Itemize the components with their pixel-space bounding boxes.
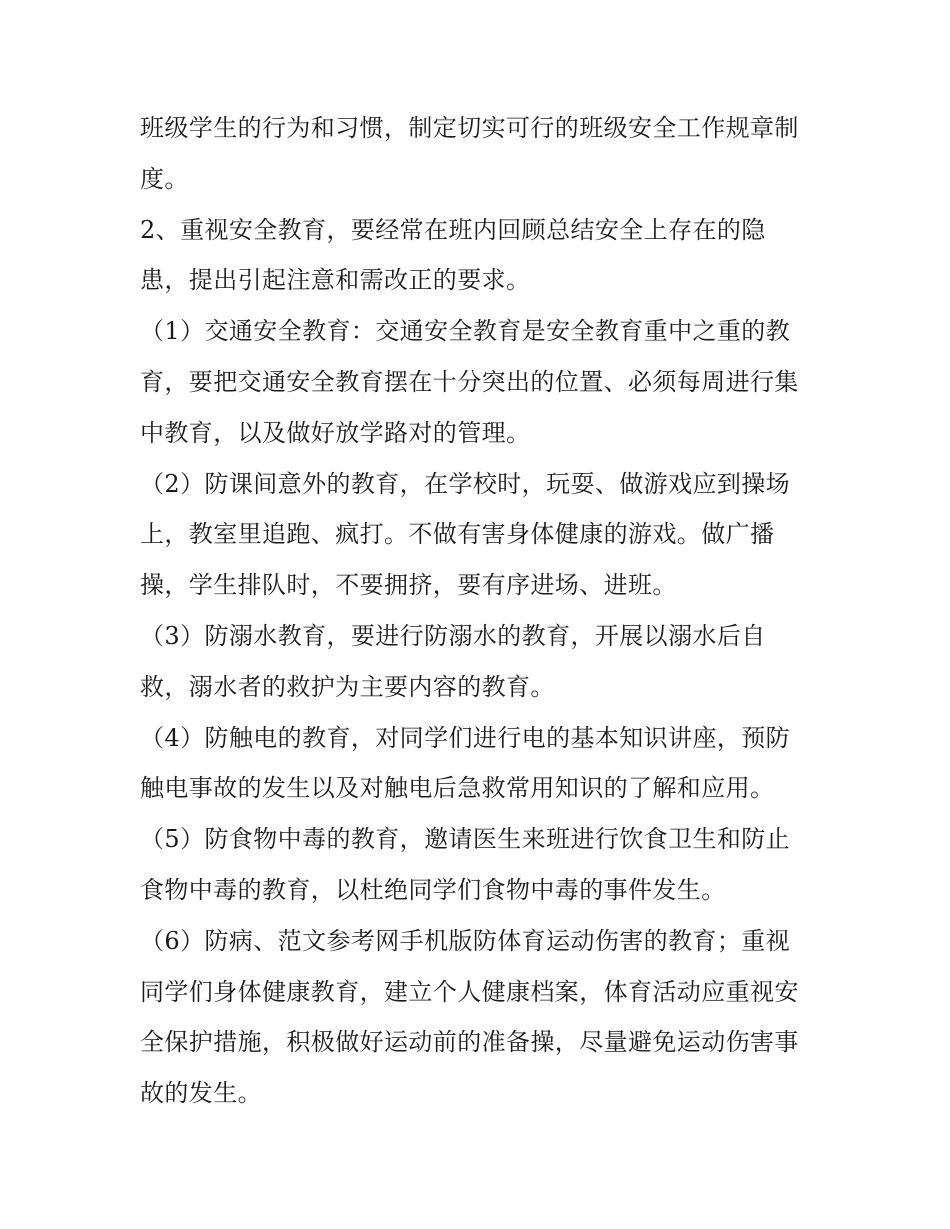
text-line: （6）防病、范文参考网手机版防体育运动伤害的教育；重视 [140,926,791,955]
text-line: 班级学生的行为和习惯，制定切实可行的班级安全工作规章制 [140,114,799,142]
text-line: 同学们身体健康教育，建立个人健康档案，体育活动应重视安 [140,977,799,1006]
text-line: （5）防食物中毒的教育，邀请医生来班进行饮食卫生和防止 [140,825,791,854]
text-line: 度。 [140,164,189,193]
text-line: 中教育，以及做好放学路对的管理。 [140,418,531,447]
text-line: 全保护措施，积极做好运动前的准备操，尽量避免运动伤害事 [140,1028,799,1057]
text-line: 故的发生。 [140,1079,262,1108]
document-body [140,103,830,1119]
text-line: 救，溺水者的救护为主要内容的教育。 [140,672,555,701]
text-line: 2、重视安全教育，要经常在班内回顾总结安全上存在的隐 [140,215,766,244]
text-line: 患，提出引起注意和需改正的要求。 [140,266,531,295]
text-line: （1）交通安全教育：交通安全教育是安全教育重中之重的教 [140,317,791,346]
text-line: （2）防课间意外的教育，在学校时，玩耍、做游戏应到操场 [140,469,791,498]
text-line: 操，学生排队时，不要拥挤，要有序进场、进班。 [140,571,677,600]
text-line: 食物中毒的教育，以杜绝同学们食物中毒的事件发生。 [140,875,726,904]
text-line: 育，要把交通安全教育摆在十分突出的位置、必须每周进行集 [140,367,799,396]
text-line: （3）防溺水教育，要进行防溺水的教育，开展以溺水后自 [140,621,766,650]
text-line: （4）防触电的教育，对同学们进行电的基本知识讲座，预防 [140,723,791,752]
text-line: 上，教室里追跑、疯打。不做有害身体健康的游戏。做广播 [140,520,775,549]
text-line: 触电事故的发生以及对触电后急救常用知识的了解和应用。 [140,774,775,803]
